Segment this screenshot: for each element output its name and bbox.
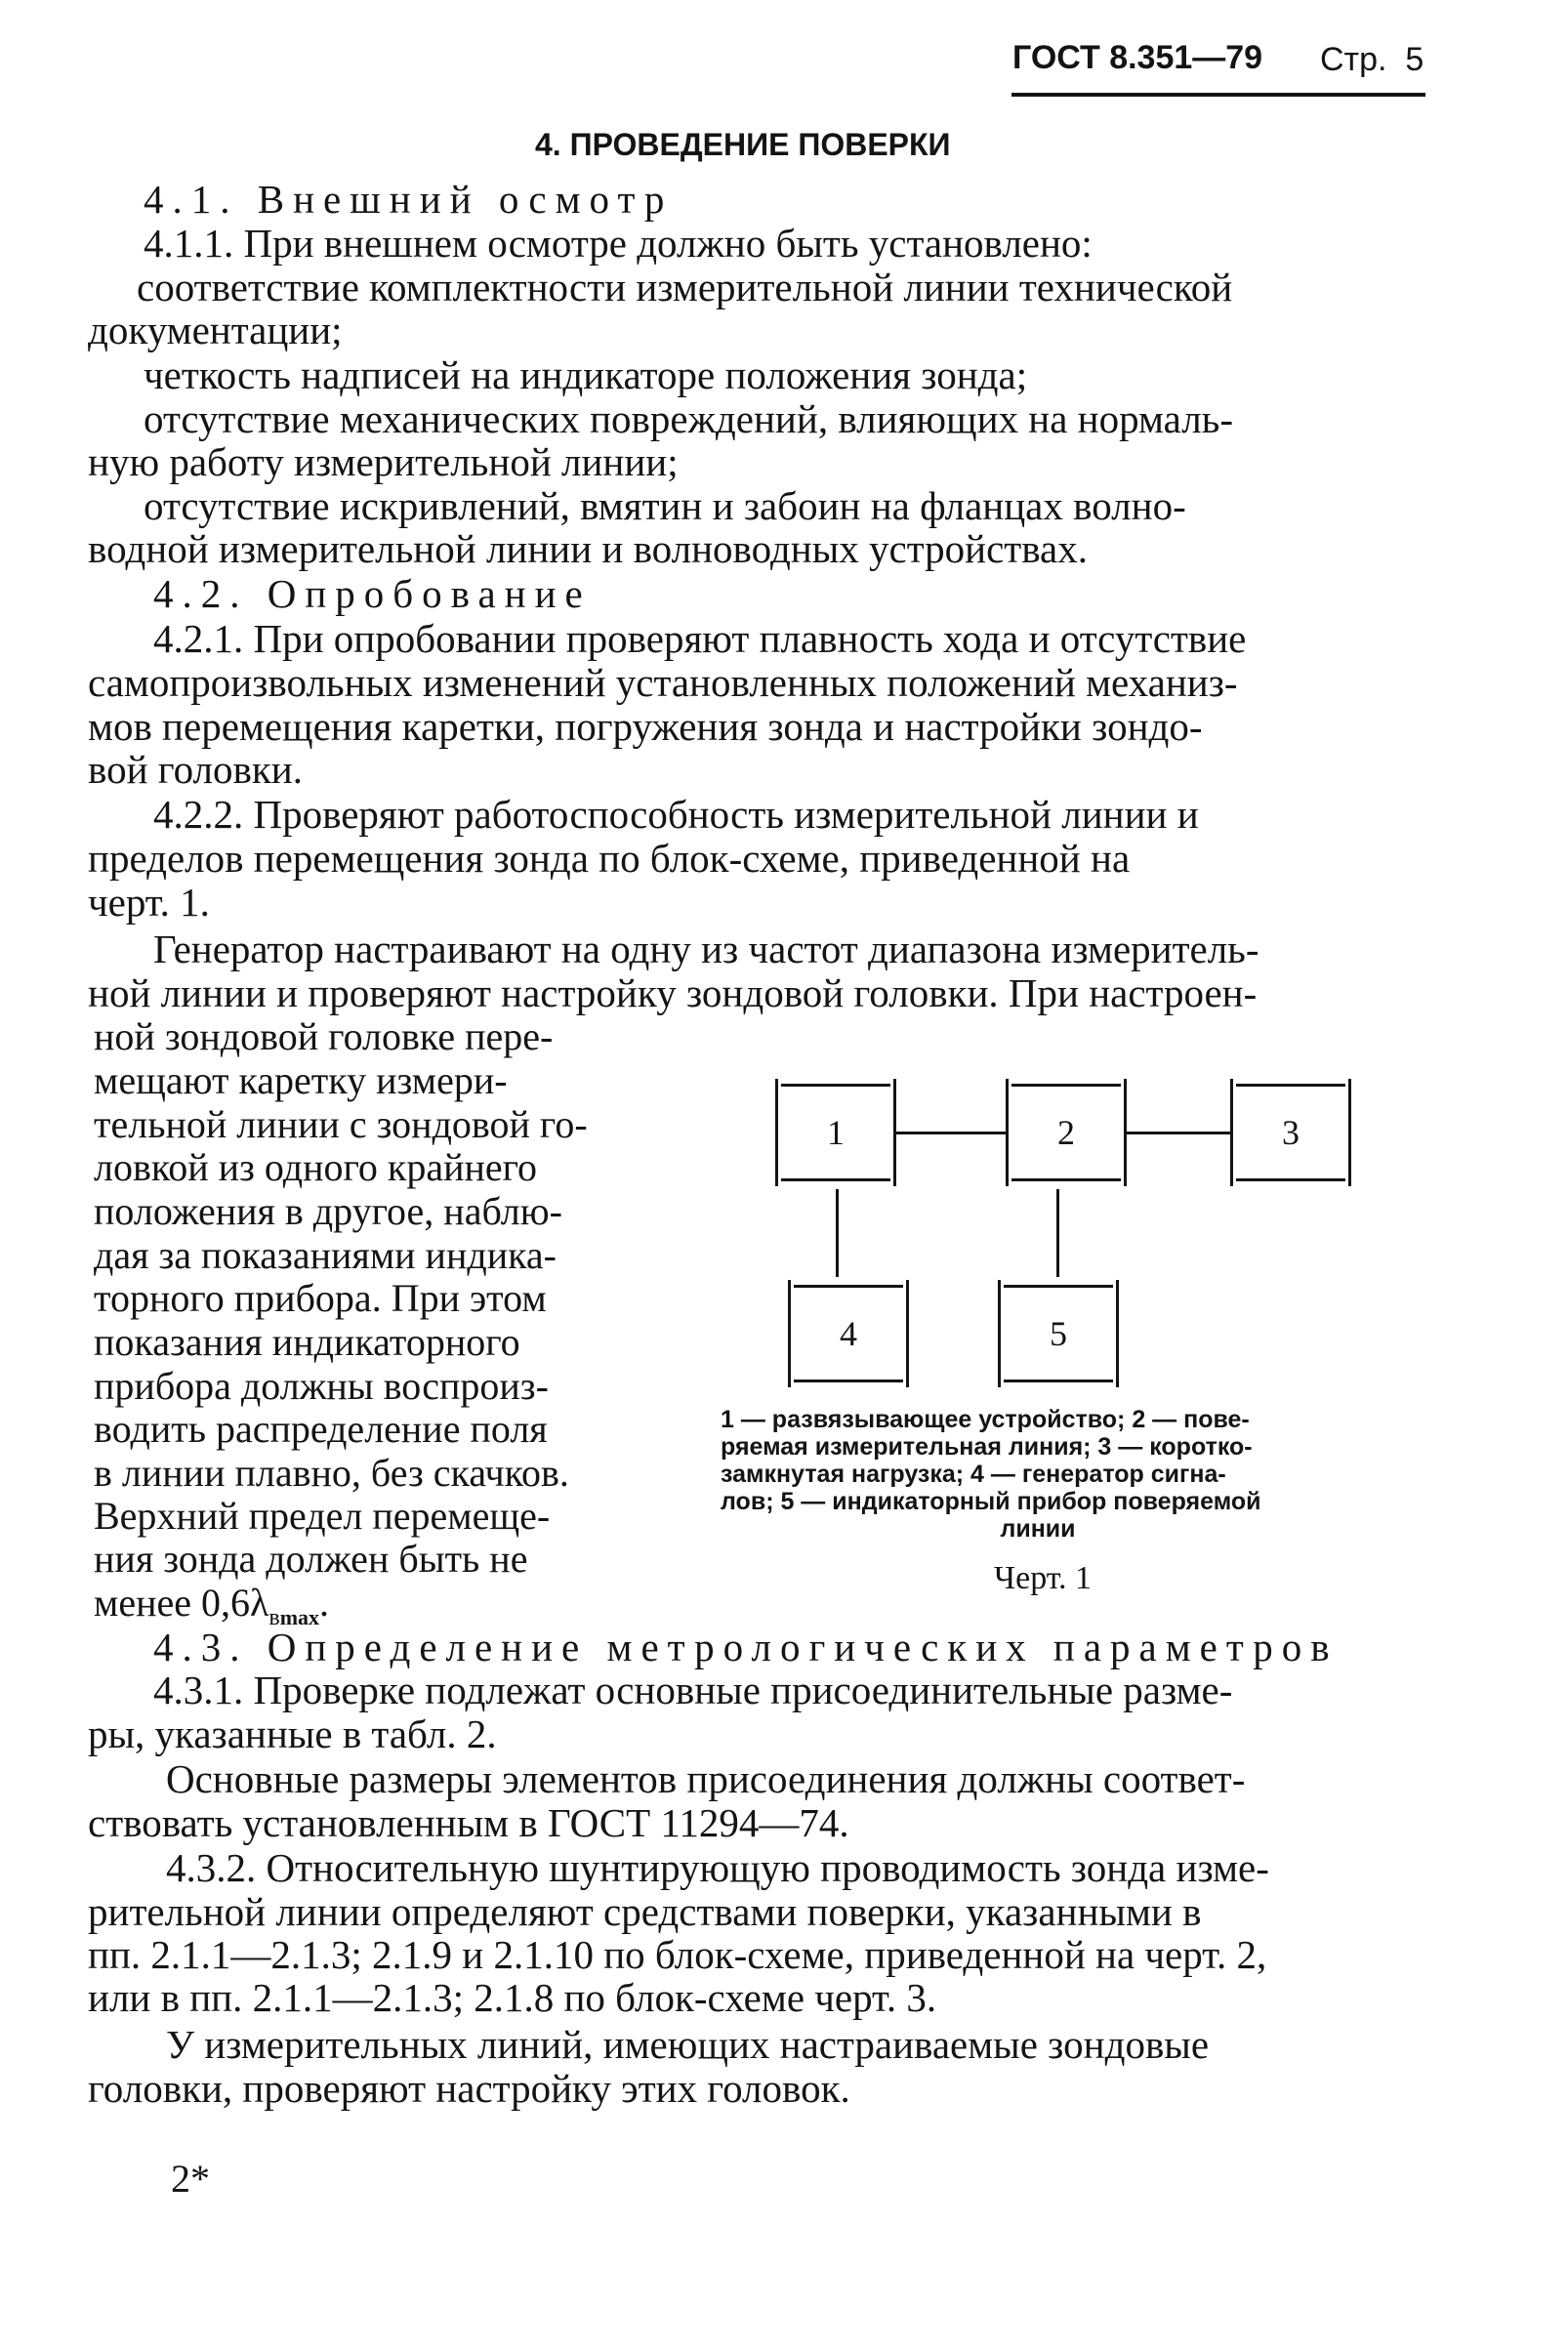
caption-line: лов; 5 — индикаторный прибор поверяемой — [721, 1488, 1261, 1515]
paragraph-line: мов перемещения каретки, погружения зонда и настройки зондо- — [88, 704, 1203, 749]
paragraph-line: пределов перемещения зонда по блок-схеме, приведенной на — [88, 836, 1131, 881]
paragraph-line: четкость надписей на индикаторе положения зонда; — [144, 352, 1028, 397]
caption-line: замкнутая нагрузка; 4 — генератор сигна- — [721, 1461, 1226, 1488]
standard-number: ГОСТ 8.351—79 — [1012, 39, 1263, 76]
paragraph-line: ствовать установленным в ГОСТ 11294—74. — [88, 1800, 849, 1845]
signature-mark: 2* — [171, 2157, 210, 2201]
block-4 — [794, 1285, 903, 1382]
lambda-text: менее 0,6λ — [94, 1581, 269, 1625]
paragraph-line: самопроизвольных изменений установленных положений механиз- — [88, 660, 1238, 705]
paragraph-line: отсутствие механических повреждений, влияющих на нормаль- — [144, 396, 1234, 441]
column-line: мещают каретку измери- — [94, 1058, 508, 1102]
paragraph-line: Генератор настраивают на одну из частот диапазона измеритель- — [153, 927, 1259, 971]
paragraph-line: У измерительных линий, имеющих настраиваемые зондовые — [166, 2022, 1210, 2067]
page-label — [1320, 41, 1424, 79]
column-line: ной зондовой головке пере- — [94, 1014, 554, 1058]
column-line: тельной линии с зондовой го- — [94, 1102, 588, 1146]
caption-line: 1 — развязывающее устройство; 2 — пове- — [721, 1406, 1250, 1433]
block-1-label: 1 — [827, 1113, 845, 1152]
column-line: Верхний предел перемеще- — [94, 1494, 551, 1538]
page-prefix: Стр. — [1320, 41, 1387, 78]
section-title: 4. ПРОВЕДЕНИЕ ПОВЕРКИ — [535, 127, 951, 162]
page-number: 5 — [1405, 41, 1424, 78]
paragraph-line: 4.2.2. Проверяют работоспособность измерительной линии и — [153, 792, 1199, 837]
column-line: водить распределение поля — [94, 1407, 548, 1451]
column-line: в линии плавно, без скачков. — [94, 1451, 569, 1495]
block-3 — [1236, 1084, 1345, 1181]
column-line: ловкой из одного крайнего — [94, 1145, 538, 1189]
figure-caption — [721, 1406, 1355, 1543]
block-2 — [1011, 1084, 1121, 1181]
paragraph-line: водной измерительной линии и волноводных устройствах. — [88, 526, 1088, 571]
subsection-heading-4-2: 4.2. Опробование — [153, 571, 592, 616]
column-line: дая за показаниями индика- — [94, 1233, 557, 1277]
block-1 — [781, 1084, 890, 1181]
paragraph-line: вой головки. — [88, 747, 303, 792]
connector-1-2 — [896, 1132, 1006, 1134]
column-line: ния зонда должен быть не — [94, 1537, 528, 1581]
block-5 — [1004, 1285, 1113, 1382]
connector-2-5 — [1056, 1189, 1059, 1277]
caption-line: линии — [1000, 1515, 1076, 1543]
header-rule — [1011, 93, 1425, 97]
paragraph-line: ры, указанные в табл. 2. — [88, 1711, 497, 1756]
paragraph-line: документации; — [88, 308, 343, 352]
block-3-label: 3 — [1282, 1113, 1300, 1152]
paragraph-line: отсутствие искривлений, вмятин и забоин на фланцах волно- — [144, 483, 1186, 528]
lambda-subscript-max: max — [279, 1605, 320, 1629]
paragraph-line: или в пп. 2.1.1—2.1.3; 2.1.8 по блок-схеме черт. 3. — [88, 1975, 937, 2020]
connector-2-3 — [1127, 1132, 1230, 1134]
paragraph-line: рительной линии определяют средствами поверки, указанными в — [88, 1889, 1202, 1934]
lambda-subscript: в — [268, 1605, 280, 1630]
column-line: прибора должны воспроиз- — [94, 1364, 549, 1408]
block-4-label: 4 — [840, 1314, 857, 1353]
paragraph-line: Основные размеры элементов присоединения должны соответ- — [166, 1756, 1246, 1801]
block-2-label: 2 — [1057, 1113, 1075, 1152]
paragraph-line: 4.3.1. Проверке подлежат основные присоединительные разме- — [153, 1668, 1233, 1712]
caption-line: ряемая измерительная линия; 3 — коротко- — [721, 1433, 1253, 1461]
paragraph-line: черт. 1. — [88, 880, 210, 925]
column-line: положения в другое, наблю- — [94, 1189, 562, 1233]
paragraph-line: 4.1.1. При внешнем осмотре должно быть установлено: — [144, 221, 1093, 266]
column-line: торного прибора. При этом — [94, 1276, 547, 1320]
paragraph-line: соответствие комплектности измерительной линии технической — [137, 265, 1233, 309]
block-5-label: 5 — [1050, 1314, 1067, 1353]
paragraph-line: ную работу измерительной линии; — [88, 439, 679, 484]
paragraph-line: 4.2.1. При опробовании проверяют плавность хода и отсутствие — [153, 616, 1247, 661]
paragraph-line: 4.3.2. Относительную шунтирующую проводимость зонда изме- — [166, 1845, 1269, 1890]
paragraph-line: головки, проверяют настройку этих головок. — [88, 2066, 850, 2111]
figure-label: Черт. 1 — [994, 1560, 1093, 1596]
subsection-heading-4-1: 4.1. Внешний осмотр — [144, 177, 674, 222]
paragraph-line: ной линии и проверяют настройку зондовой головки. При настроен- — [88, 970, 1258, 1015]
connector-1-4 — [836, 1189, 839, 1277]
column-line: показания индикаторного — [94, 1320, 520, 1364]
lambda-suffix: . — [319, 1581, 330, 1625]
subsection-heading-4-3: 4.3. Определение метрологических параметров — [153, 1625, 1339, 1669]
paragraph-line: пп. 2.1.1—2.1.3; 2.1.9 и 2.1.10 по блок-схеме, приведенной на черт. 2, — [88, 1932, 1267, 1977]
